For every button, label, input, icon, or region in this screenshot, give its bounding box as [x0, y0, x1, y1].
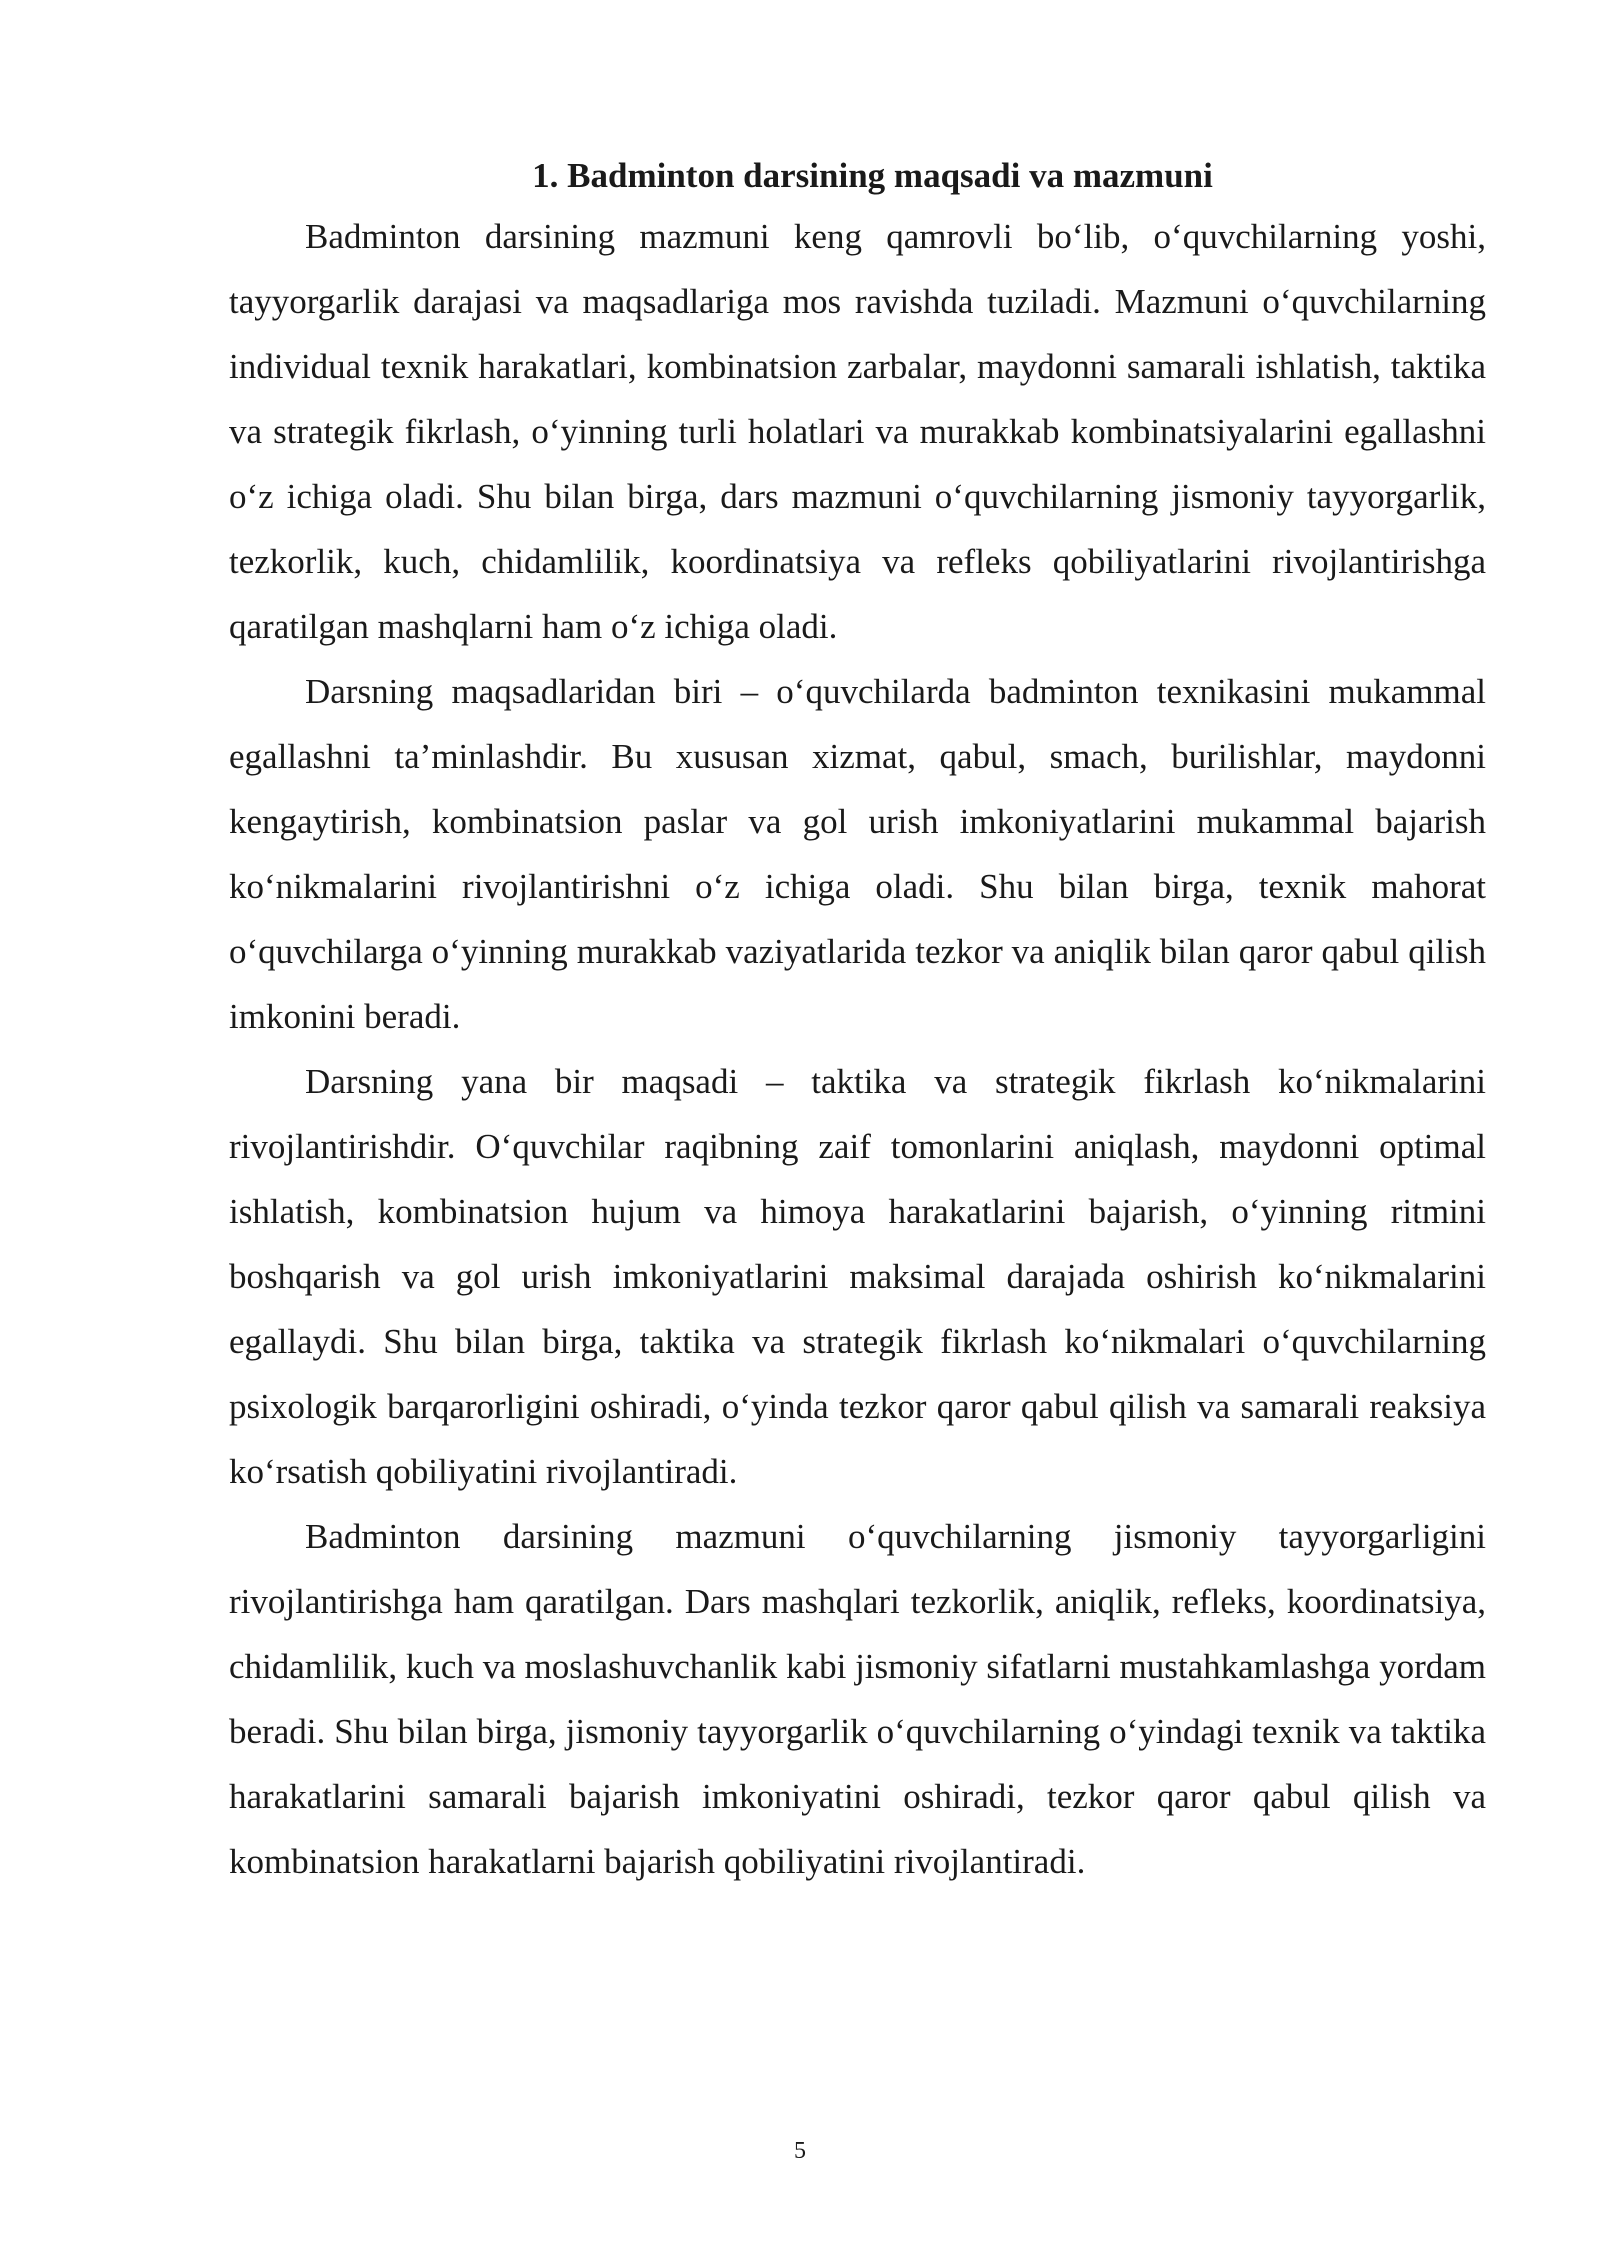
document-body: [229, 148, 1486, 1894]
section-title: 1. Badminton darsining maqsadi va mazmuni: [532, 156, 1213, 195]
paragraph-4: Badminton darsining mazmuni o‘quvchilarning jismoniy tayyorgarligini rivojlantirishga ham qaratilgan. Dars mashqlari tezkorlik, aniqlik, refleks, koordinatsiya, chidamlilik, kuch va moslashuvchanlik kabi jismoniy sifatlarni mustahkamlashga yordam beradi. Shu bilan birga, jismoniy tayyorgarlik o‘quvchilarning o‘yindagi texnik va taktika harakatlarini samarali bajarish imkoniyatini oshiradi, tezkor qaror qabul qilish va kombinatsion harakatlarni bajarish qobiliyatini rivojlantiradi.: [229, 1517, 1486, 1881]
page-number: 5: [794, 2138, 806, 2164]
paragraph-3: Darsning yana bir maqsadi – taktika va strategik fikrlash ko‘nikmalarini rivojlantirishdir. O‘quvchilar raqibning zaif tomonlarini aniqlash, maydonni optimal ishlatish, kombinatsion hujum va himoya harakatlarini bajarish, o‘yinning ritmini boshqarish va gol urish imkoniyatlarini maksimal darajada oshirish ko‘nikmalarini egallaydi. Shu bilan birga, taktika va strategik fikrlash ko‘nikmalari o‘quvchilarning psixologik barqarorligini oshiradi, o‘yinda tezkor qaror qabul qilish va samarali reaksiya ko‘rsatish qobiliyatini rivojlantiradi.: [229, 1062, 1486, 1491]
paragraph-2: Darsning maqsadlaridan biri – o‘quvchilarda badminton texnikasini mukammal egallashni ta’minlashdir. Bu xususan xizmat, qabul, smach, burilishlar, maydonni kengaytirish, kombinatsion paslar va gol urish imkoniyatlarini mukammal bajarish ko‘nikmalarini rivojlantirishni o‘z ichiga oladi. Shu bilan birga, texnik mahorat o‘quvchilarga o‘yinning murakkab vaziyatlarida tezkor va aniqlik bilan qaror qabul qilish imkonini beradi.: [229, 672, 1486, 1036]
paragraph-1: Badminton darsining mazmuni keng qamrovli bo‘lib, o‘quvchilarning yoshi, tayyorgarlik darajasi va maqsadlariga mos ravishda tuziladi. Mazmuni o‘quvchilarning individual texnik harakatlari, kombinatsion zarbalar, maydonni samarali ishlatish, taktika va strategik fikrlash, o‘yinning turli holatlari va murakkab kombinatsiyalarini egallashni o‘z ichiga oladi. Shu bilan birga, dars mazmuni o‘quvchilarning jismoniy tayyorgarlik, tezkorlik, kuch, chidamlilik, koordinatsiya va refleks qobiliyatlarini rivojlantirishga qaratilgan mashqlarni ham o‘z ichiga oladi.: [229, 217, 1486, 646]
